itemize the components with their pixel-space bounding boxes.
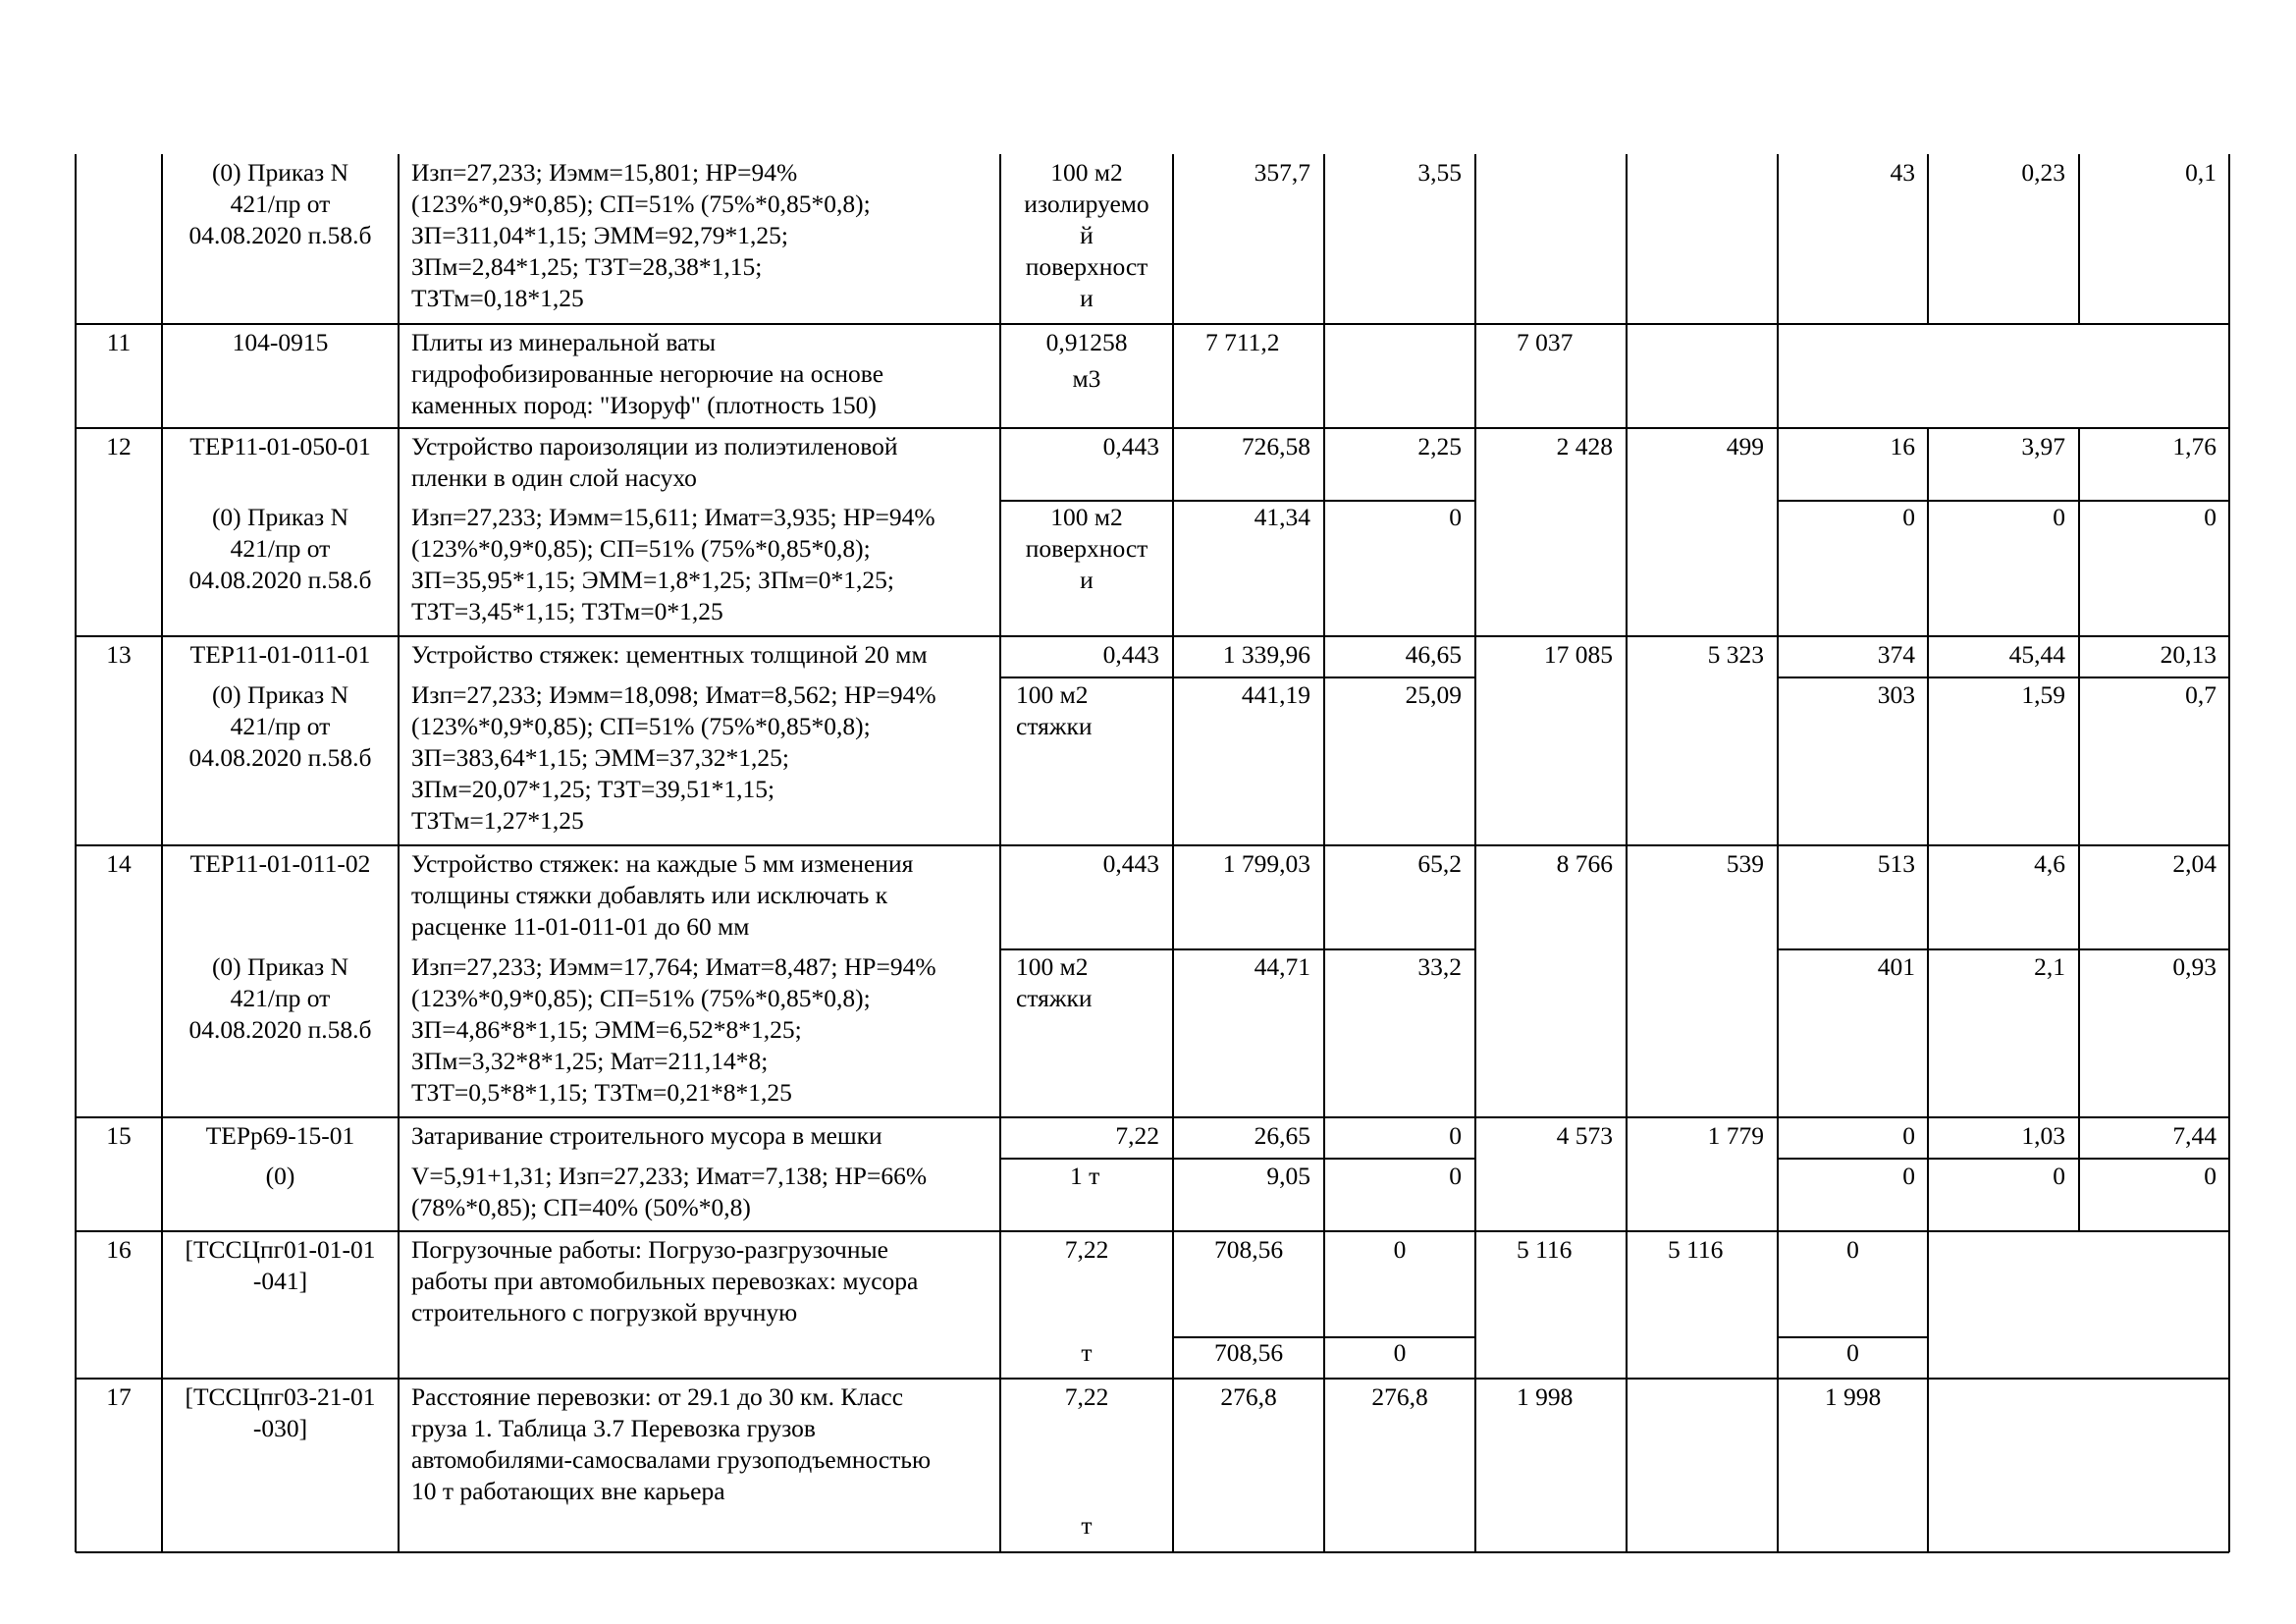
row-labor-machine-sub: 0,7 xyxy=(2185,680,2216,709)
row-number: 15 xyxy=(106,1121,132,1150)
row-code: [ТССЦпг01-01-01 -041] xyxy=(185,1235,376,1295)
row-code: ТЕР11-01-011-02 xyxy=(189,849,371,878)
row-machine: 46,65 xyxy=(1405,640,1462,669)
row-machine: 0 xyxy=(1449,1121,1462,1150)
row-machine-total: 0 xyxy=(1902,1121,1915,1150)
row-labor-sub: 1,59 xyxy=(2021,680,2065,709)
row-detail: Изп=27,233; Иэмм=15,801; НР=94% (123%*0,9*0,85); СП=51% (75%*0,85*0,8); ЗП=311,04*1,15; ЭММ=92,79*1,25; ЗПм=2,84*1,25; ТЗТ=28,38*1,15; ТЗТм=0,18*1,25 xyxy=(411,158,871,312)
row-salary-total: 499 xyxy=(1726,432,1764,460)
row-unit: т xyxy=(1081,1511,1093,1540)
row-code: ТЕР11-01-050-01 xyxy=(189,432,371,460)
row-labor-sub: 0 xyxy=(2053,1162,2065,1190)
row-quantity: 0,443 xyxy=(1102,640,1159,669)
row-number: 16 xyxy=(106,1235,132,1264)
row-unit: т xyxy=(1081,1338,1093,1367)
row-unit: м3 xyxy=(1072,364,1101,393)
row-number: 13 xyxy=(106,640,132,669)
row-unit: 1 т xyxy=(1070,1162,1100,1190)
row-name: Устройство пароизоляции из полиэтиленовой пленки в один слой насухо xyxy=(411,432,898,492)
row-name: Затаривание строительного мусора в мешки xyxy=(411,1121,882,1150)
row-machine-salary: 0 xyxy=(1449,1162,1462,1190)
row-detail: Изп=27,233; Иэмм=15,611; Имат=3,935; НР=94% (123%*0,9*0,85); СП=51% (75%*0,85*0,8); ЗП=35,95*1,15; ЭММ=1,8*1,25; ЗПм=0*1,25; ТЗТ=3,45*1,15; ТЗТм=0*1,25 xyxy=(411,503,935,625)
row-labor-machine: 20,13 xyxy=(2160,640,2216,669)
row-price-total: 1 799,03 xyxy=(1222,849,1310,878)
row-machine: 0 xyxy=(1393,1235,1407,1264)
row-labor-machine-sub: 0 xyxy=(2204,503,2216,531)
row-machine-salary: 3,55 xyxy=(1417,158,1462,187)
row-machine-salary: 0 xyxy=(1449,503,1462,531)
row-machine: 276,8 xyxy=(1371,1382,1428,1411)
row-price-salary: 44,71 xyxy=(1254,952,1310,981)
row-name: Погрузочные работы: Погрузо-разгрузочные работы при автомобильных перевозках: мусора строительного с погрузкой вручную xyxy=(411,1235,919,1326)
row-salary-total: 539 xyxy=(1726,849,1764,878)
row-labor: 1,03 xyxy=(2021,1121,2065,1150)
row-code: 104-0915 xyxy=(232,328,329,356)
row-total: 5 116 xyxy=(1517,1235,1573,1264)
row-labor: 45,44 xyxy=(2008,640,2065,669)
row-machine-total: 374 xyxy=(1877,640,1915,669)
row-machine: 65,2 xyxy=(1417,849,1462,878)
row-total: 4 573 xyxy=(1556,1121,1613,1150)
row-quantity: 7,22 xyxy=(1115,1121,1159,1150)
row-code: [ТССЦпг03-21-01 -030] xyxy=(185,1382,376,1442)
row-justification: (0) Приказ N 421/пр от 04.08.2020 п.58.б xyxy=(188,158,372,249)
row-labor: 4,6 xyxy=(2034,849,2065,878)
row-justification: (0) Приказ N 421/пр от 04.08.2020 п.58.б xyxy=(188,680,372,772)
row-price-total: 276,8 xyxy=(1220,1382,1277,1411)
row-labor: 0,23 xyxy=(2021,158,2065,187)
row-detail: V=5,91+1,31; Изп=27,233; Имат=7,138; НР=66% (78%*0,85); СП=40% (50%*0,8) xyxy=(411,1162,928,1221)
row-machine-salary-total: 0 xyxy=(1902,1162,1915,1190)
row-machine-total: 0 xyxy=(1846,1235,1859,1264)
row-price-salary: 41,34 xyxy=(1254,503,1310,531)
row-machine-salary-total: 0 xyxy=(1902,503,1915,531)
row-number: 17 xyxy=(106,1382,132,1411)
row-total: 17 085 xyxy=(1543,640,1613,669)
row-machine-total: 16 xyxy=(1890,432,1915,460)
row-machine: 2,25 xyxy=(1417,432,1462,460)
row-machine-salary: 0 xyxy=(1393,1338,1407,1367)
row-price-salary: 708,56 xyxy=(1213,1338,1284,1367)
row-salary-total: 5 116 xyxy=(1668,1235,1724,1264)
row-name: Плиты из минеральной ваты гидрофобизированные негорючие на основе каменных пород: "Изоруф" (плотность 150) xyxy=(411,328,884,419)
row-labor-machine: 0,1 xyxy=(2185,158,2216,187)
row-labor-machine-sub: 0 xyxy=(2204,1162,2216,1190)
row-price-total: 726,58 xyxy=(1241,432,1310,460)
row-machine-salary: 25,09 xyxy=(1405,680,1462,709)
row-labor-sub: 0 xyxy=(2053,503,2065,531)
row-unit: 100 м2 стяжки xyxy=(1016,952,1093,1012)
row-labor: 3,97 xyxy=(2021,432,2065,460)
row-name: Устройство стяжек: на каждые 5 мм изменения толщины стяжки добавлять или исключать к расценке 11-01-011-01 до 60 мм xyxy=(411,849,914,941)
row-labor-sub: 2,1 xyxy=(2034,952,2065,981)
row-detail: Изп=27,233; Иэмм=17,764; Имат=8,487; НР=94% (123%*0,9*0,85); СП=51% (75%*0,85*0,8); ЗП=4,86*8*1,15; ЭММ=6,52*8*1,25; ЗПм=3,32*8*1,25; Мат=211,14*8; ТЗТ=0,5*8*1,15; ТЗТм=0,21*8*1,25 xyxy=(411,952,936,1107)
row-unit: 100 м2 стяжки xyxy=(1016,680,1093,740)
row-price-salary: 9,05 xyxy=(1266,1162,1310,1190)
row-machine-salary-total: 401 xyxy=(1877,952,1915,981)
row-quantity: 7,22 xyxy=(1064,1235,1109,1264)
row-price-salary: 441,19 xyxy=(1241,680,1310,709)
row-justification: (0) Приказ N 421/пр от 04.08.2020 п.58.б xyxy=(188,952,372,1044)
row-machine-salary-total: 0 xyxy=(1846,1338,1859,1367)
row-machine-salary-total: 43 xyxy=(1890,158,1915,187)
row-detail: Изп=27,233; Иэмм=18,098; Имат=8,562; НР=94% (123%*0,9*0,85); СП=51% (75%*0,85*0,8); ЗП=383,64*1,15; ЭММ=37,32*1,25; ЗПм=20,07*1,25; ТЗТ=39,51*1,15; ТЗТм=1,27*1,25 xyxy=(411,680,936,835)
row-unit: 100 м2 изолируемо й поверхност и xyxy=(1024,158,1149,312)
row-code: ТЕР11-01-011-01 xyxy=(189,640,371,669)
row-labor-machine: 7,44 xyxy=(2172,1121,2216,1150)
row-total: 8 766 xyxy=(1556,849,1613,878)
row-price-total: 1 339,96 xyxy=(1222,640,1310,669)
row-unit: 100 м2 поверхност и xyxy=(1025,503,1148,594)
row-total: 1 998 xyxy=(1517,1382,1574,1411)
row-labor-machine: 2,04 xyxy=(2172,849,2216,878)
row-name: Расстояние перевозки: от 29.1 до 30 км. Класс груза 1. Таблица 3.7 Перевозка грузов автомобилями-самосвалами грузоподъемностью 10 т работающих вне карьера xyxy=(411,1382,932,1505)
row-quantity: 0,443 xyxy=(1102,432,1159,460)
row-quantity: 0,91258 xyxy=(1045,328,1128,356)
row-price-total: 7 711,2 xyxy=(1205,328,1280,356)
row-salary-total: 5 323 xyxy=(1707,640,1764,669)
row-justification: (0) Приказ N 421/пр от 04.08.2020 п.58.б xyxy=(188,503,372,594)
row-machine-salary: 33,2 xyxy=(1417,952,1462,981)
row-price-total: 708,56 xyxy=(1213,1235,1284,1264)
row-quantity: 7,22 xyxy=(1064,1382,1109,1411)
row-labor-machine: 1,76 xyxy=(2172,432,2216,460)
row-price-total: 26,65 xyxy=(1254,1121,1310,1150)
row-total: 7 037 xyxy=(1517,328,1574,356)
row-quantity: 0,443 xyxy=(1102,849,1159,878)
row-salary-total: 1 779 xyxy=(1707,1121,1764,1150)
row-number: 14 xyxy=(106,849,132,878)
row-number: 11 xyxy=(106,328,132,356)
row-name: Устройство стяжек: цементных толщиной 20 мм xyxy=(411,640,928,669)
row-machine-total: 513 xyxy=(1877,849,1915,878)
row-total: 2 428 xyxy=(1556,432,1613,460)
row-labor-machine-sub: 0,93 xyxy=(2172,952,2216,981)
row-machine-total: 1 998 xyxy=(1824,1382,1882,1411)
row-code: ТЕРр69-15-01 xyxy=(205,1121,355,1150)
row-justification: (0) xyxy=(265,1162,295,1190)
row-machine-salary-total: 303 xyxy=(1877,680,1915,709)
row-number: 12 xyxy=(106,432,132,460)
row-price-salary: 357,7 xyxy=(1254,158,1310,187)
